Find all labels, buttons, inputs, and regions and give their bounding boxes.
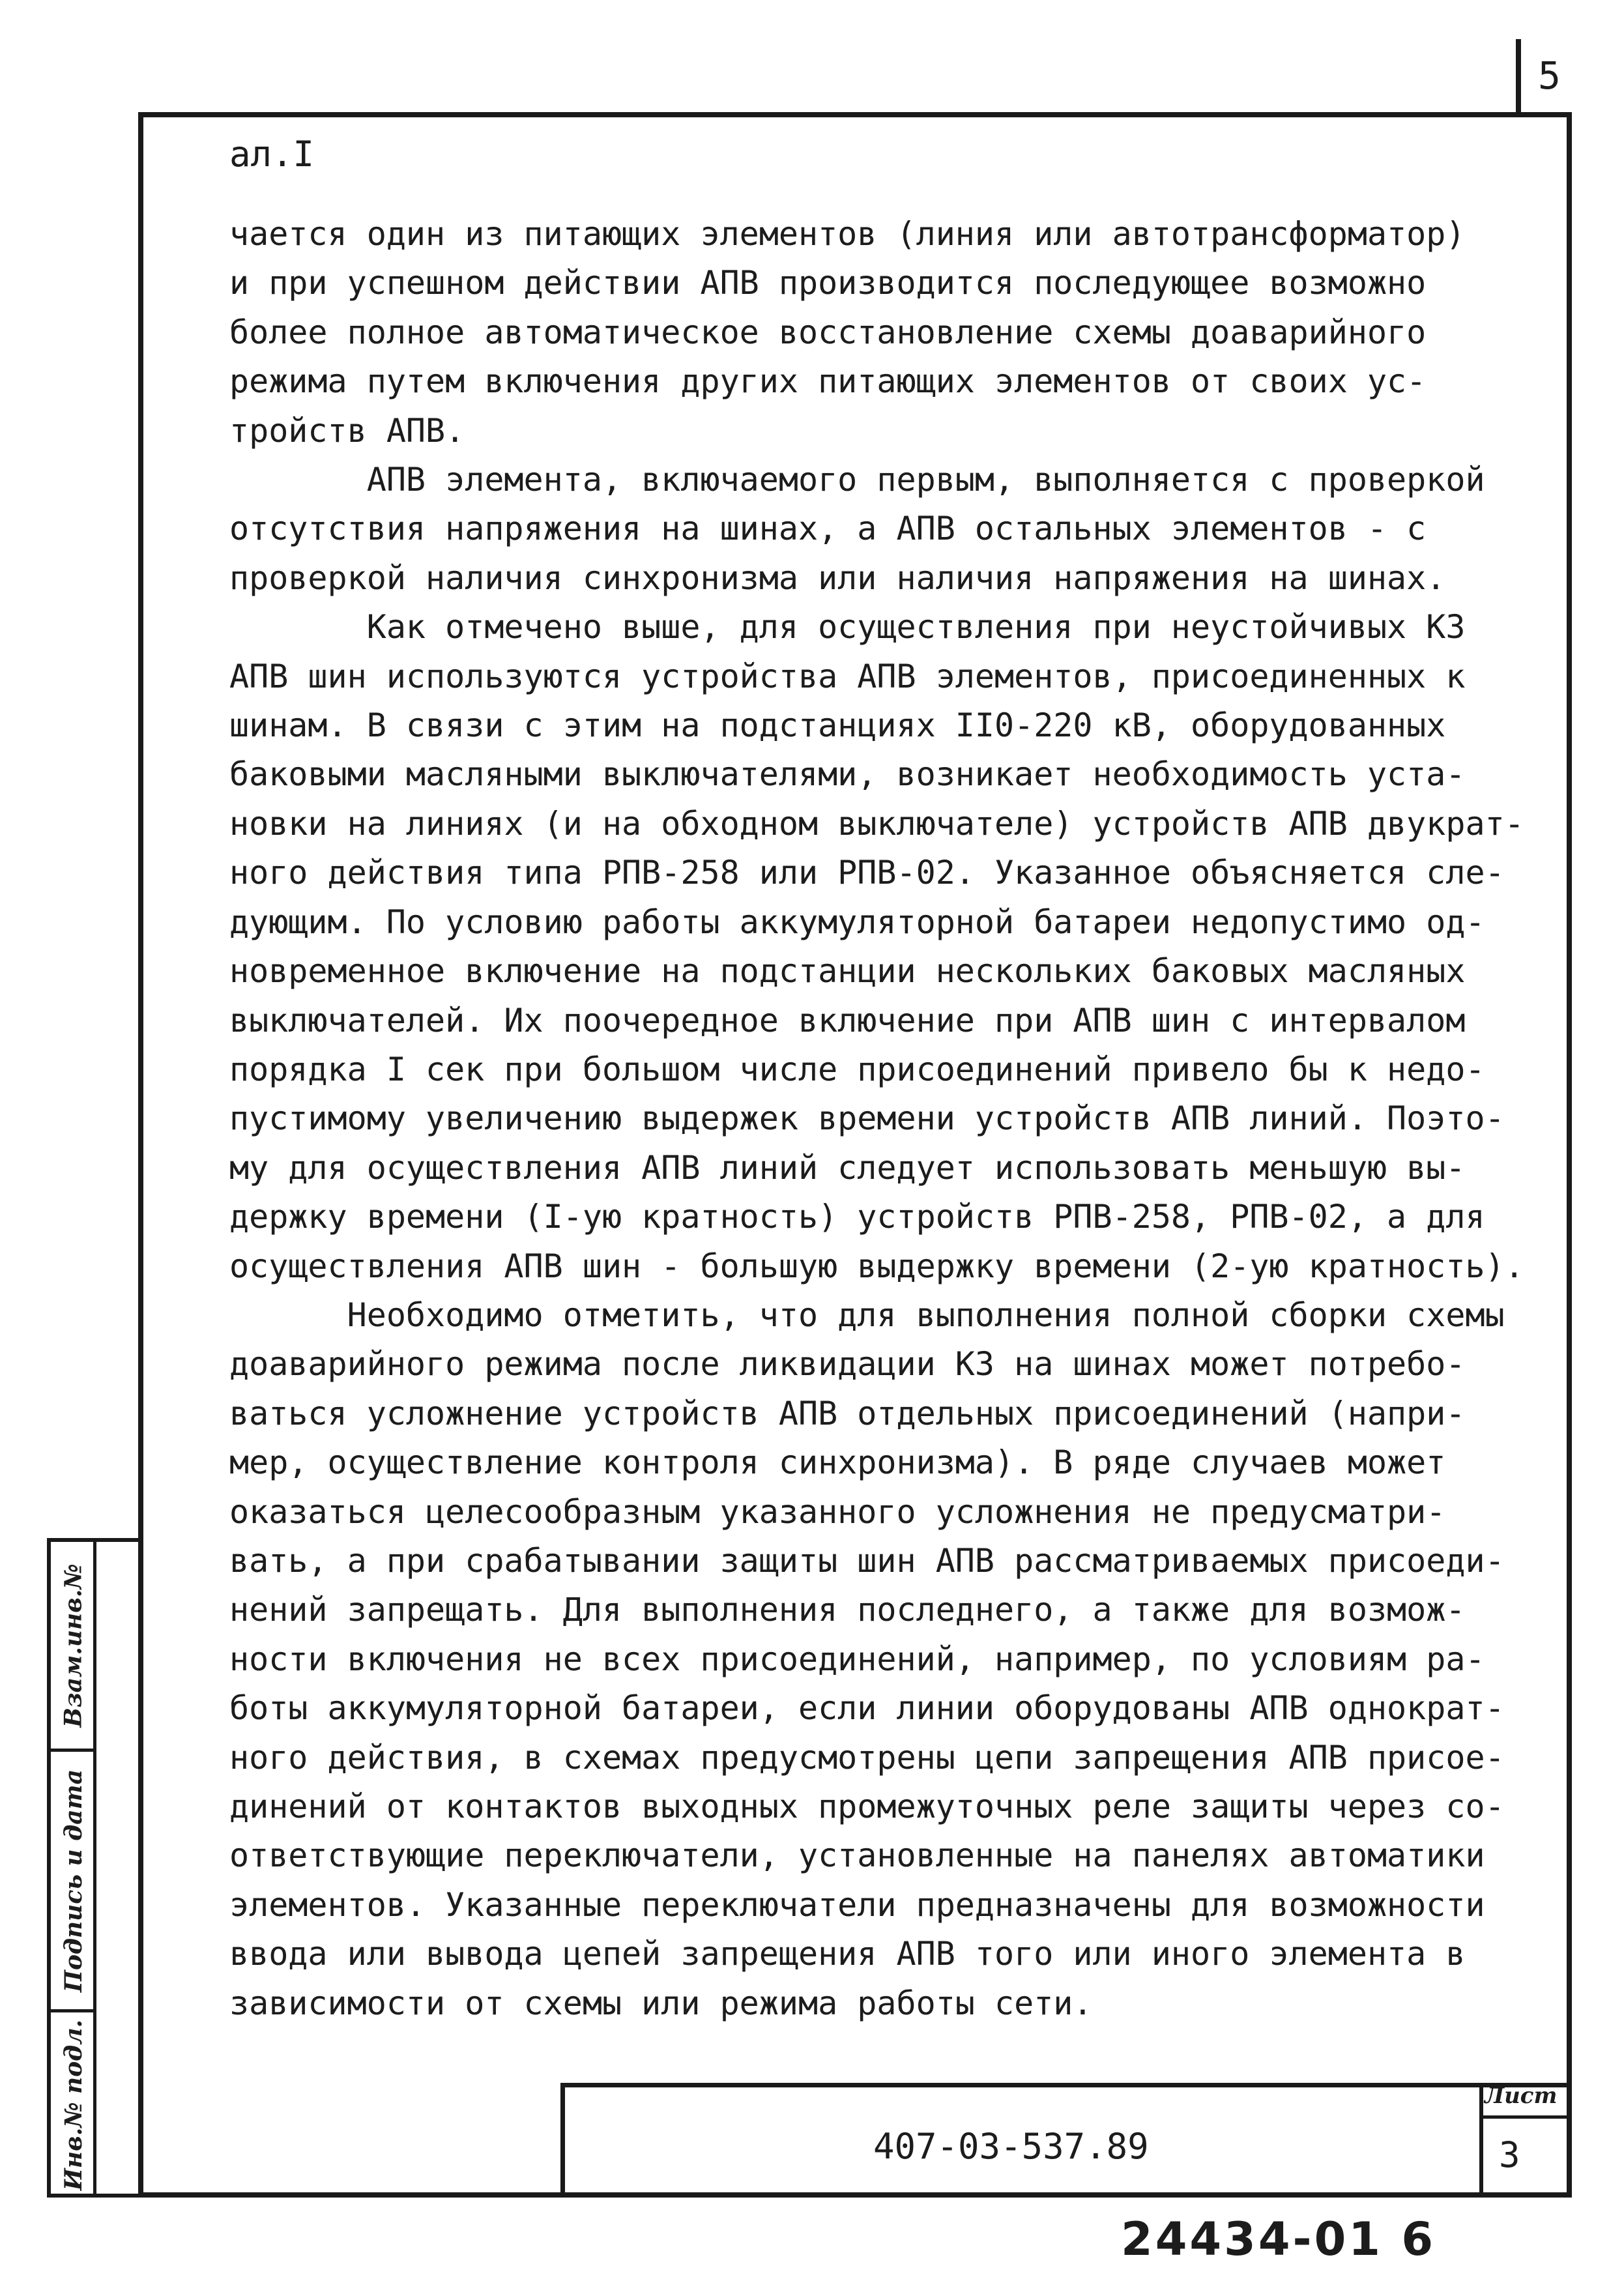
body-line: проверкой наличия синхронизма или наличия напряжения на шинах. [229,559,1446,597]
body-line: осуществления АПВ шин - большую выдержку времени (2-ую кратность). [229,1247,1524,1285]
body-line: порядка I сек при большом числе присоединений привело бы к недо- [229,1050,1485,1088]
body-line: ного действия типа РПВ-258 или РПВ-02. Указанное объясняется сле- [229,854,1505,892]
body-line: АПВ шин используются устройства АПВ элементов, присоединенных к [229,657,1466,695]
body-line: новременное включение на подстанции нескольких баковых масляных [229,952,1466,991]
sheet-label: Лист [1485,2083,1558,2109]
body-line: му для осуществления АПВ линий следует использовать меньшую вы- [229,1148,1466,1187]
body-line: шинам. В связи с этим на подстанциях II0-220 кВ, оборудованных [229,706,1446,745]
body-line: ваться усложнение устройств АПВ отдельных присоединений (напри- [229,1394,1466,1432]
sheet-value: 3 [1499,2134,1520,2175]
body-line: динений от контактов выходных промежуточных реле защиты через со- [229,1788,1505,1825]
page-header: ал.I [229,134,315,175]
side-cell-replacement-inv [51,1542,96,1752]
side-label-replacement-inv: Взам.инв.№ [60,1563,87,1728]
side-label-signature-date: Подпись и дата [60,1769,87,1992]
body-line: зависимости от схемы или режима работы сети. [229,1984,1093,2022]
side-label-inv-original: Инв.№ подл. [60,2019,88,2191]
body-line: Как отмечено выше, для осуществления при неустойчивых КЗ [229,608,1466,646]
body-line: отсутствия напряжения на шинах, а АПВ остальных элементов - с [229,510,1427,548]
body-line: ного действия, в схемах предусмотрены цепи запрещения АПВ присое- [229,1738,1505,1777]
body-line: нений запрещать. Для выполнения последнего, а также для возмож- [229,1591,1466,1629]
body-line: держку времени (I-ую кратность) устройств РПВ-258, РПВ-02, а для [229,1198,1485,1236]
body-line: вать, а при срабатывании защиты шин АПВ рассматриваемых присоеди- [229,1541,1505,1580]
body-line: оказаться целесообразным указанного усложнения не предусматри- [229,1492,1446,1531]
body-line: ответствующие переключатели, установленные на панелях автоматики [229,1836,1485,1875]
body-text [229,210,1539,2028]
side-cell-inv-original [51,2012,96,2198]
side-cell-signature-date [51,1752,96,2012]
body-line: пустимому увеличению выдержек времени устройств АПВ линий. Поэто- [229,1099,1505,1138]
document-code: 407-03-537.89 [873,2126,1149,2167]
sheet-corner-bar [1516,39,1521,117]
body-line: ввода или вывода цепей запрещения АПВ того или иного элемента в [229,1935,1466,1973]
body-line: элементов. Указанные переключатели предназначены для возможности [229,1885,1485,1924]
body-line: мер, осуществление контроля синхронизма). В ряде случаев может [229,1444,1446,1482]
handwritten-number: 24434-01 6 [1121,2213,1436,2266]
body-line: Необходимо отметить, что для выполнения полной сборки схемы [229,1296,1505,1334]
body-line: баковыми масляными выключателями, возникает необходимость уста- [229,755,1466,794]
body-line: ности включения не всех присоединений, например, по условиям ра- [229,1640,1485,1678]
body-line: выключателей. Их поочередное включение при АПВ шин с интервалом [229,1001,1466,1039]
sheet-number: 5 [1538,53,1561,98]
body-line: дующим. По условию работы аккумуляторной батареи недопустимо од- [229,903,1485,941]
body-line: доаварийного режима после ликвидации КЗ на шинах может потребо- [229,1345,1466,1384]
body-line: режима путем включения других питающих элементов от своих ус- [229,362,1427,401]
body-line: боты аккумуляторной батареи, если линии оборудованы АПВ однократ- [229,1689,1505,1728]
body-line: тройств АПВ. [229,411,465,450]
body-line: и при успешном действии АПВ производится последующее возможно [229,264,1427,302]
body-line: АПВ элемента, включаемого первым, выполняется с проверкой [229,461,1485,499]
body-line: чается один из питающих элементов (линия или автотрансформатор) [229,215,1466,253]
body-line: более полное автоматическое восстановление схемы доаварийного [229,313,1427,351]
side-stamp [47,1538,138,2198]
body-line: новки на линиях (и на обходном выключателе) устройств АПВ двукрат- [229,804,1524,843]
